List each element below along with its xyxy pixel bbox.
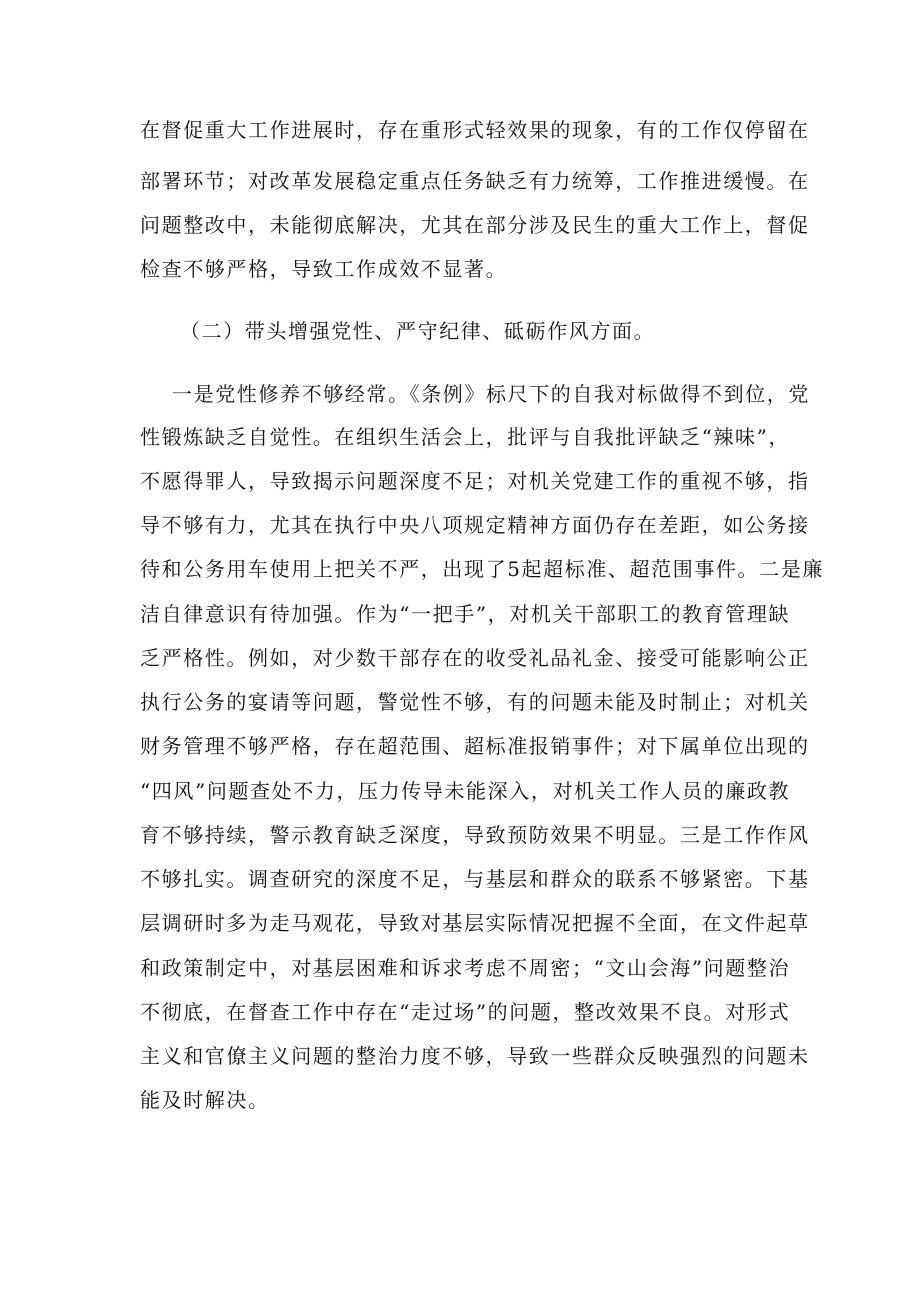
paragraph-line: 在督促重大工作进展时，存在重形式轻效果的现象，有的工作仅停留在 [140,118,810,142]
paragraph-line: 检查不够严格，导致工作成效不显著。 [140,257,508,281]
paragraph-line: 执行公务的宴请等问题，警觉性不够，有的问题未能及时制止；对机关 [140,690,810,714]
paragraph-line: 不愿得罪人，导致揭示问题深度不足；对机关党建工作的重视不够，指 [140,469,810,493]
paragraph-line: 不彻底，在督查工作中存在“走过场”的问题，整改效果不良。对形式 [140,1000,791,1024]
paragraph-line: 导不够有力，尤其在执行中央八项规定精神方面仍存在差距，如公务接 [140,513,810,537]
paragraph-line: 待和公务用车使用上把关不严，出现了5起超标准、超范围事件。二是廉 [140,557,824,581]
paragraph-line: 财务管理不够严格，存在超范围、超标准报销事件；对下属单位出现的 [140,734,810,758]
paragraph-line: 一是党性修养不够经常。《条例》标尺下的自我对标做得不到位，党 [172,382,810,406]
paragraph-line: 问题整改中，未能彻底解决，尤其在部分涉及民生的重大工作上，督促 [140,213,810,237]
paragraph-line: 育不够持续，警示教育缺乏深度，导致预防效果不明显。三是工作作风 [140,823,810,847]
paragraph-line: 层调研时多为走马观花，导致对基层实际情况把握不全面，在文件起草 [140,911,810,935]
paragraph-line: “四风”问题查处不力，压力传导未能深入，对机关工作人员的廉政教 [140,779,791,803]
paragraph-line: 乏严格性。例如，对少数干部存在的收受礼品礼金、接受可能影响公正 [140,646,810,670]
section-heading: （二）带头增强党性、严守纪律、砥砺作风方面。 [180,319,656,343]
paragraph-line: 能及时解决。 [140,1088,270,1112]
paragraph-line: 和政策制定中，对基层困难和诉求考虑不周密；“文山会海”问题整治 [140,956,791,980]
paragraph-line: 部署环节；对改革发展稳定重点任务缺乏有力统筹，工作推进缓慢。在 [140,169,810,193]
paragraph-line: 性锻炼缺乏自觉性。在组织生活会上，批评与自我批评缺乏“辣味”， [140,425,791,449]
paragraph-line: 主义和官僚主义问题的整治力度不够，导致一些群众反映强烈的问题未 [140,1044,810,1068]
paragraph-line: 不够扎实。调查研究的深度不足，与基层和群众的联系不够紧密。下基 [140,867,810,891]
paragraph-line: 洁自律意识有待加强。作为“一把手”，对机关干部职工的教育管理缺 [140,602,791,626]
